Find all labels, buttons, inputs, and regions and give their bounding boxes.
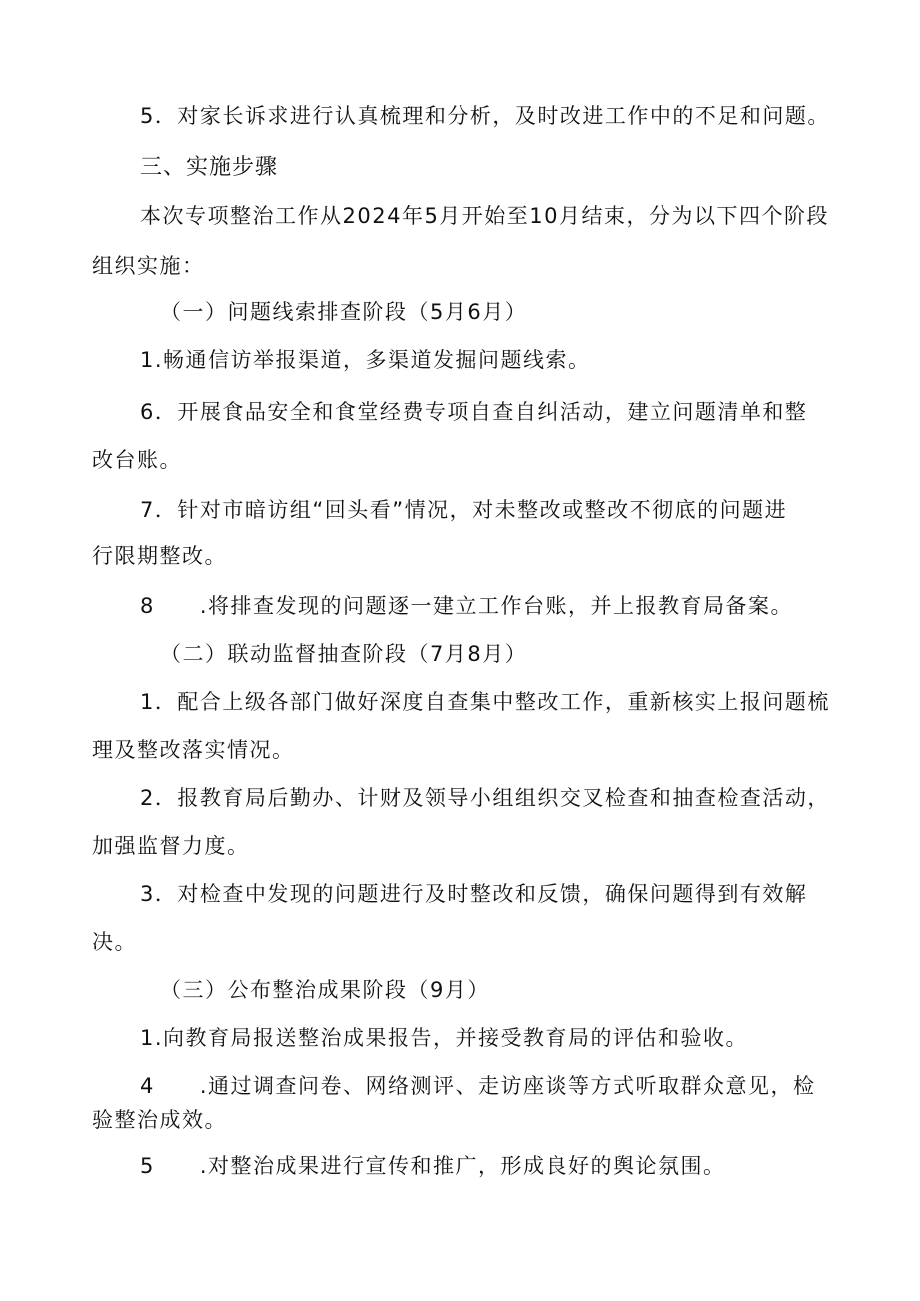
subsection-heading: （三）公布整治成果阶段（9月） (160, 978, 490, 1002)
text-line: 本次专项整治工作从2024年5月开始至10月结束，分为以下四个阶段 (140, 204, 830, 228)
text-line: 改台账。 (92, 448, 182, 472)
text-line: 行限期整改。 (92, 544, 227, 568)
text-line: 1.畅通信访举报渠道，多渠道发掘问题线索。 (140, 348, 591, 372)
text-line: 5 .对整治成果进行宣传和推广，形成良好的舆论氛围。 (140, 1154, 726, 1178)
section-heading: 三、实施步骤 (140, 155, 279, 180)
subsection-heading: （二）联动监督抽查阶段（7月8月） (160, 642, 528, 666)
text-line: 组织实施： (92, 254, 205, 278)
text-line: 验整治成效。 (92, 1108, 227, 1132)
text-line: 理及整改落实情况。 (92, 738, 295, 762)
subsection-heading: （一）问题线索排查阶段（5月6月） (160, 300, 528, 324)
text-line: 8 .将排查发现的问题逐一建立工作台账，并上报教育局备案。 (140, 594, 794, 618)
text-line: 1.向教育局报送整治成果报告，并接受教育局的评估和验收。 (140, 1026, 749, 1050)
text-line: 1．配合上级各部门做好深度自查集中整改工作，重新核实上报问题梳 (140, 690, 830, 714)
text-line: 7．针对市暗访组“回头看”情况，对未整改或整改不彻底的问题进 (140, 498, 788, 522)
text-line: 2．报教育局后勤办、计财及领导小组组织交叉检查和抽查检查活动， (140, 786, 830, 810)
text-line: 加强监督力度。 (92, 834, 250, 858)
text-line: 5．对家长诉求进行认真梳理和分析，及时改进工作中的不足和问题。 (140, 104, 830, 128)
text-line: 6．开展食品安全和食堂经费专项自查自纠活动，建立问题清单和整 (140, 400, 808, 424)
text-line: 3．对检查中发现的问题进行及时整改和反馈，确保问题得到有效解 (140, 882, 808, 906)
text-line: 决。 (92, 930, 137, 954)
text-line: 4 .通过调查问卷、网络测评、走访座谈等方式听取群众意见，检 (140, 1074, 816, 1098)
